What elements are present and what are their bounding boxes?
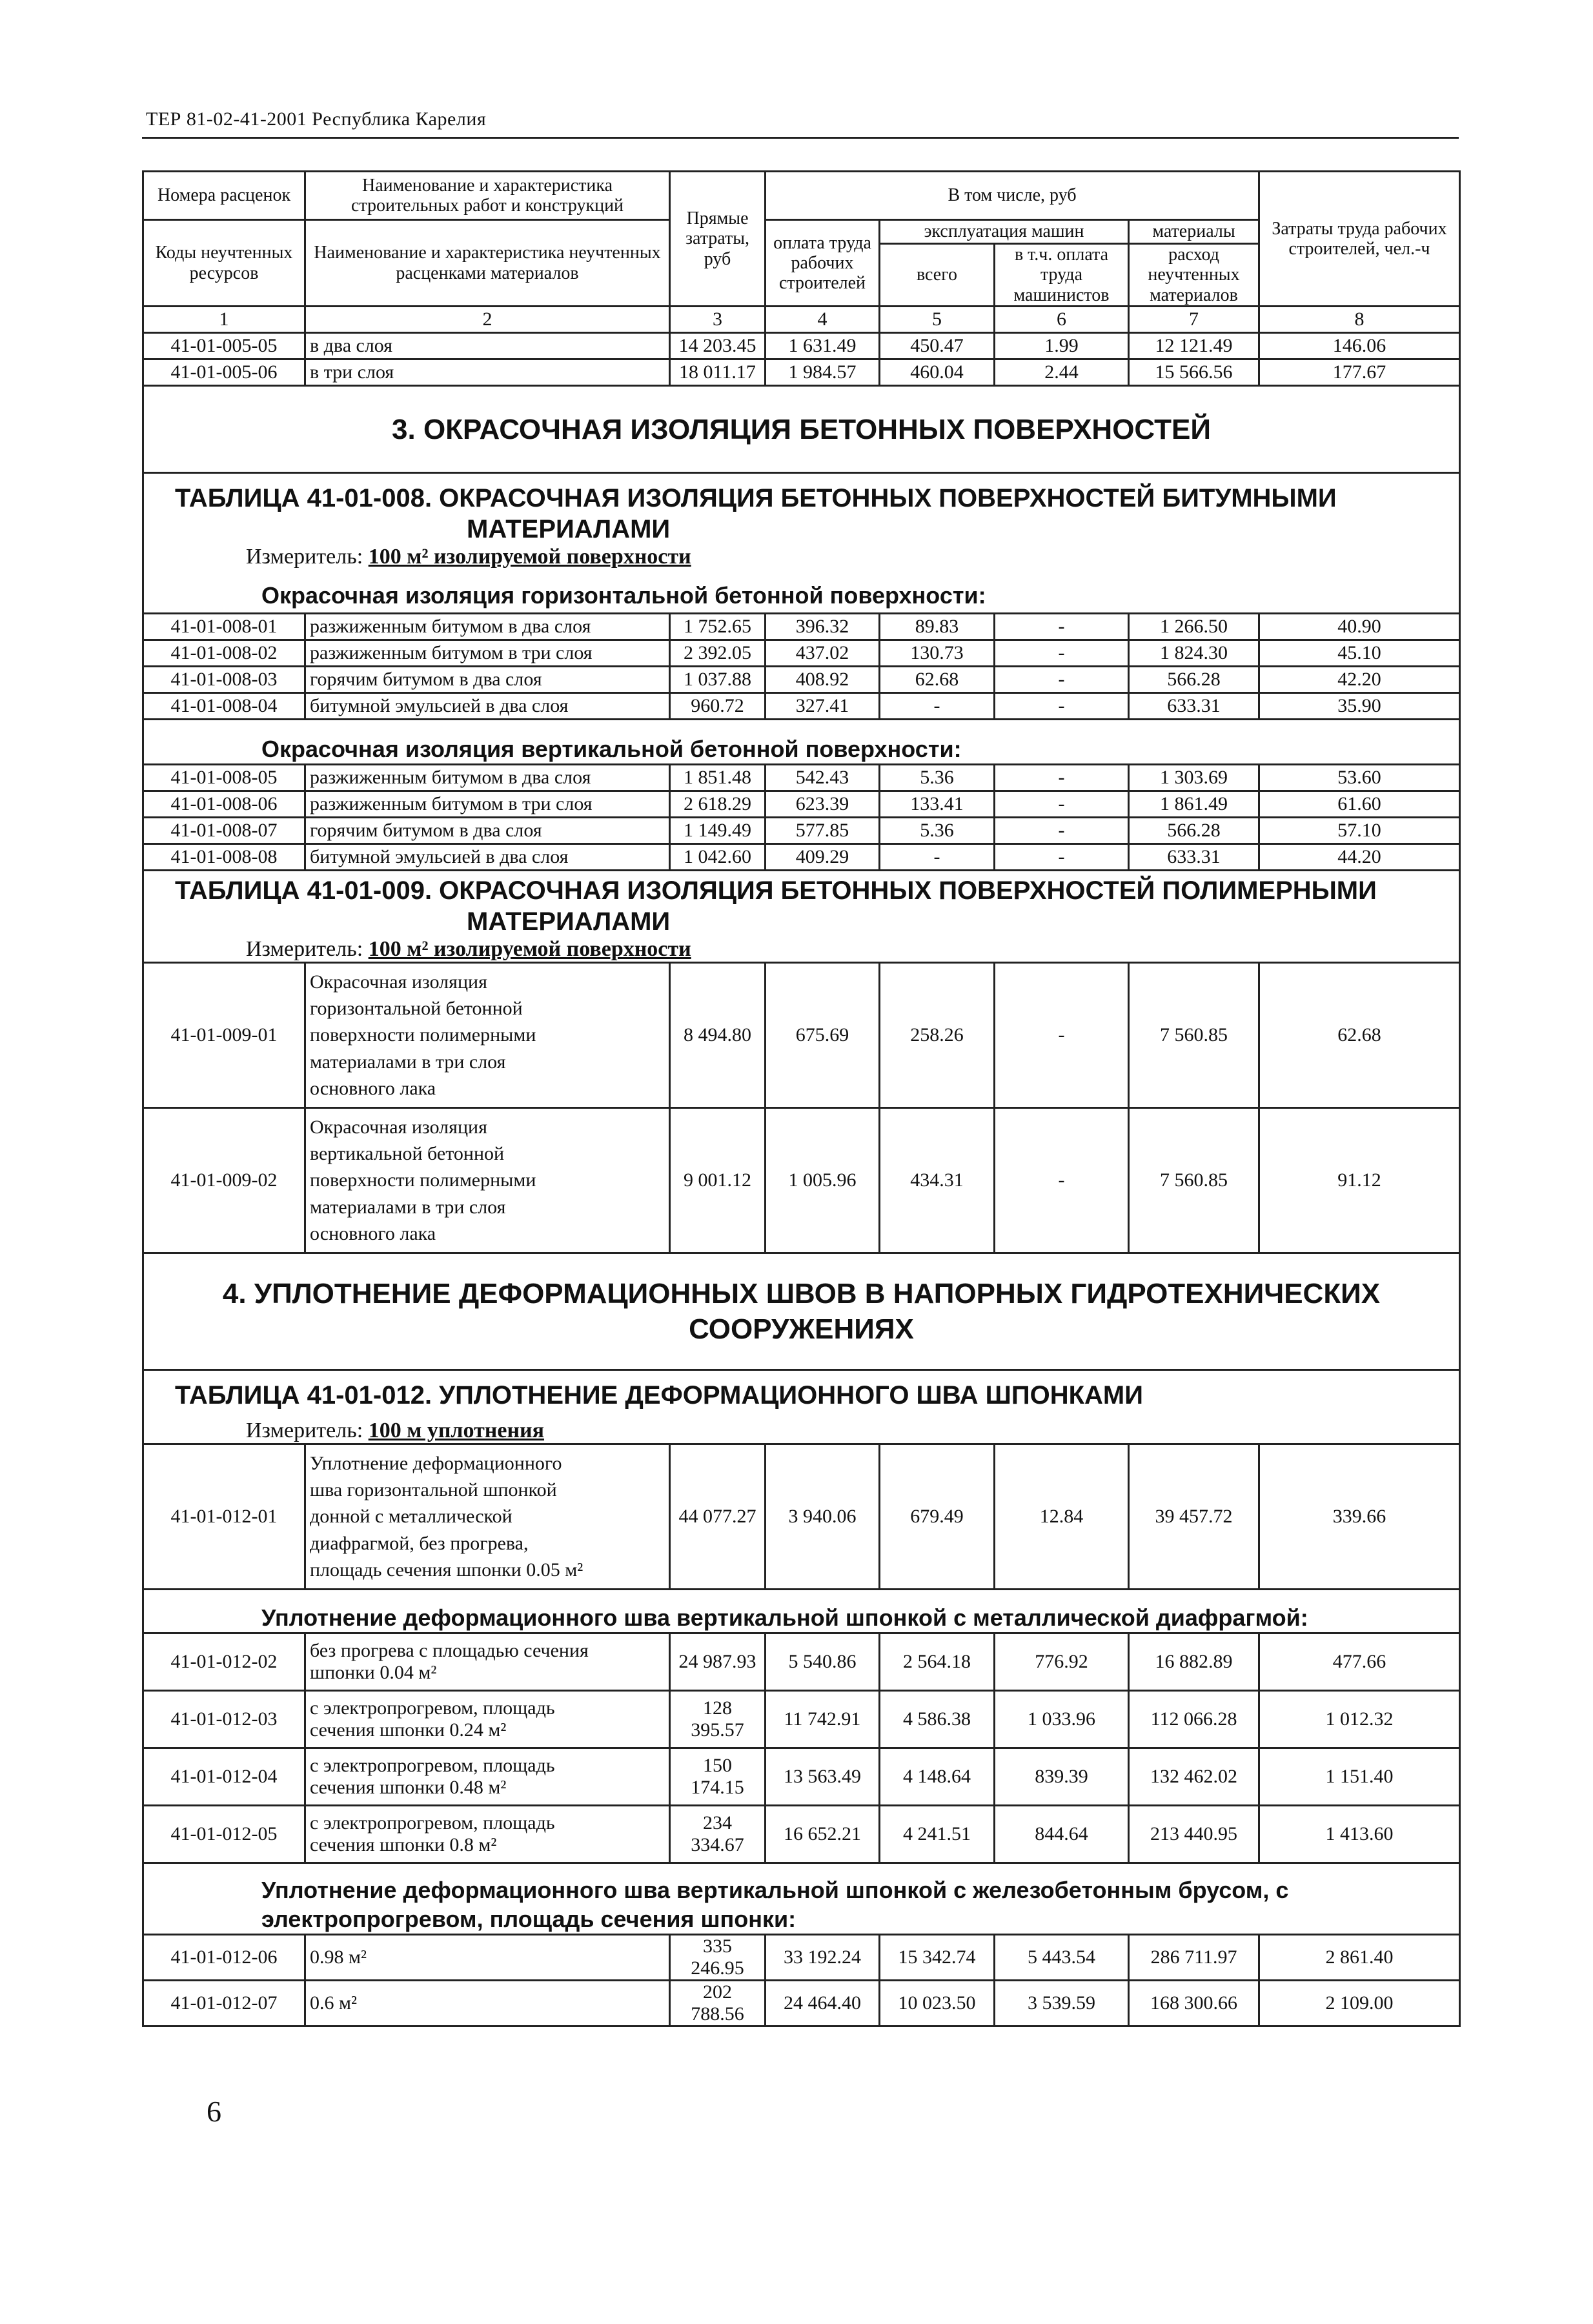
- rate-code: 41-01-008-07: [143, 818, 305, 844]
- labor-hours: 1 413.60: [1259, 1806, 1460, 1863]
- rate-description: Окрасочная изоляция горизонтальной бетонной поверхности полимерными материалами в три слоя основного лака: [305, 963, 670, 1108]
- worker-pay: 327.41: [766, 693, 880, 720]
- labor-hours: 477.66: [1259, 1633, 1460, 1691]
- labor-hours: 2 109.00: [1259, 1981, 1460, 2026]
- col-worker-pay-header: оплата труда рабочих строителей: [766, 220, 880, 307]
- labor-hours: 1 012.32: [1259, 1691, 1460, 1748]
- worker-pay: 675.69: [766, 963, 880, 1108]
- labor-hours: 62.68: [1259, 963, 1460, 1108]
- column-numbers-row: [143, 307, 1460, 333]
- worker-pay: 408.92: [766, 667, 880, 693]
- labor-hours: 91.12: [1259, 1108, 1460, 1253]
- rate-code: 41-01-008-08: [143, 844, 305, 871]
- table-012-meter: Измеритель: 100 м уплотнения: [246, 1419, 545, 1443]
- rate-description: Уплотнение деформационного шва горизонтальной шпонкой донной с металлической диафрагмой, без прогрева, площадь сечения шпонки 0.05 м²: [305, 1444, 670, 1590]
- rate-name: горячим битумом в два слоя: [305, 667, 670, 693]
- labor-hours: 35.90: [1259, 693, 1460, 720]
- direct-costs: 2 392.05: [670, 640, 766, 667]
- labor-hours: 40.90: [1259, 614, 1460, 640]
- table-row: [143, 1444, 1460, 1590]
- direct-costs: 1 149.49: [670, 818, 766, 844]
- table-row: [143, 1691, 1460, 1748]
- rate-name: битумной эмульсией в два слоя: [305, 693, 670, 720]
- material-usage: 1 824.30: [1129, 640, 1259, 667]
- material-usage: 286 711.97: [1129, 1935, 1259, 1981]
- machinist-pay: 1.99: [995, 333, 1129, 359]
- direct-costs: 18 011.17: [670, 359, 766, 386]
- rate-name: разжиженным битумом в три слоя: [305, 791, 670, 818]
- labor-hours: 1 151.40: [1259, 1748, 1460, 1806]
- table-row: [143, 1633, 1460, 1691]
- rate-code: 41-01-012-06: [143, 1935, 305, 1981]
- machinist-pay: -: [995, 765, 1129, 791]
- worker-pay: 16 652.21: [766, 1806, 880, 1863]
- machines-total: 2 564.18: [880, 1633, 995, 1691]
- direct-costs: 150 174.15: [670, 1748, 766, 1806]
- machines-total: 62.68: [880, 667, 995, 693]
- col-codes-header: Номера расценок: [143, 172, 305, 220]
- col-number: 8: [1259, 307, 1460, 333]
- machinist-pay: -: [995, 614, 1129, 640]
- table-row: [143, 359, 1460, 386]
- rate-code: 41-01-009-01: [143, 963, 305, 1108]
- rate-code: 41-01-005-06: [143, 359, 305, 386]
- labor-hours: 61.60: [1259, 791, 1460, 818]
- machines-total: 89.83: [880, 614, 995, 640]
- document-header: ТЕР 81-02-41-2001 Республика Карелия: [146, 108, 487, 130]
- rate-description: с электропрогревом, площадь сечения шпонки 0.8 м²: [305, 1806, 670, 1863]
- table-row: [143, 614, 1460, 640]
- table-008-title-row: [143, 473, 1460, 614]
- worker-pay: 542.43: [766, 765, 880, 791]
- col-number: 2: [305, 307, 670, 333]
- col-number: 7: [1129, 307, 1259, 333]
- rate-code: 41-01-008-01: [143, 614, 305, 640]
- rate-name: битумной эмульсией в два слоя: [305, 844, 670, 871]
- table-008-title: ТАБЛИЦА 41-01-008. ОКРАСОЧНАЯ ИЗОЛЯЦИЯ БЕТОННЫХ ПОВЕРХНОСТЕЙ БИТУМНЫМИ МАТЕРИАЛАМИ: [175, 484, 1337, 544]
- rate-name: разжиженным битумом в два слоя: [305, 614, 670, 640]
- table-row: [143, 1748, 1460, 1806]
- col-number: 3: [670, 307, 766, 333]
- col-including-header: В том числе, руб: [766, 172, 1259, 220]
- rate-code: 41-01-012-03: [143, 1691, 305, 1748]
- machinist-pay: 1 033.96: [995, 1691, 1129, 1748]
- worker-pay: 1 631.49: [766, 333, 880, 359]
- material-usage: 633.31: [1129, 844, 1259, 871]
- direct-costs: 234 334.67: [670, 1806, 766, 1863]
- col-number: 1: [143, 307, 305, 333]
- rate-code: 41-01-008-03: [143, 667, 305, 693]
- labor-hours: 53.60: [1259, 765, 1460, 791]
- worker-pay: 5 540.86: [766, 1633, 880, 1691]
- table-012-subheading-metal: Уплотнение деформационного шва вертикальной шпонкой с металлической диафрагмой:: [261, 1604, 1308, 1632]
- worker-pay: 11 742.91: [766, 1691, 880, 1748]
- rate-code: 41-01-008-05: [143, 765, 305, 791]
- rate-code: 41-01-005-05: [143, 333, 305, 359]
- rate-name: разжиженным битумом в два слоя: [305, 765, 670, 791]
- material-usage: 566.28: [1129, 818, 1259, 844]
- material-usage: 112 066.28: [1129, 1691, 1259, 1748]
- direct-costs: 1 042.60: [670, 844, 766, 871]
- rate-name: горячим битумом в два слоя: [305, 818, 670, 844]
- direct-costs: 44 077.27: [670, 1444, 766, 1590]
- rate-code: 41-01-012-04: [143, 1748, 305, 1806]
- direct-costs: 2 618.29: [670, 791, 766, 818]
- rate-name: в два слоя: [305, 333, 670, 359]
- machines-total: 5.36: [880, 818, 995, 844]
- machines-total: 434.31: [880, 1108, 995, 1253]
- worker-pay: 33 192.24: [766, 1935, 880, 1981]
- table-012-title-row: [143, 1370, 1460, 1444]
- section-4-row: [143, 1253, 1460, 1370]
- labor-hours: 177.67: [1259, 359, 1460, 386]
- col-machinist-pay-header: в т.ч. оплата труда машинистов: [995, 244, 1129, 307]
- machinist-pay: -: [995, 818, 1129, 844]
- table-009-meter: Измеритель: 100 м² изолируемой поверхности: [246, 937, 691, 962]
- worker-pay: 437.02: [766, 640, 880, 667]
- direct-costs: 1 752.65: [670, 614, 766, 640]
- table-row: [143, 333, 1460, 359]
- table-008-subheading-vertical: Окрасочная изоляция вертикальной бетонной поверхности:: [261, 736, 962, 763]
- col-materials-header: материалы: [1129, 220, 1259, 244]
- machines-total: 4 586.38: [880, 1691, 995, 1748]
- section-4-title: 4. УПЛОТНЕНИЕ ДЕФОРМАЦИОННЫХ ШВОВ В НАПОРНЫХ ГИДРОТЕХНИЧЕСКИХ СООРУЖЕНИЯХ: [143, 1253, 1460, 1370]
- direct-costs: 960.72: [670, 693, 766, 720]
- material-usage: 132 462.02: [1129, 1748, 1259, 1806]
- rate-code: 41-01-008-04: [143, 693, 305, 720]
- material-usage: 39 457.72: [1129, 1444, 1259, 1590]
- col-name-header: Наименование и характеристика строительных работ и конструкций: [305, 172, 670, 220]
- rate-code: 41-01-012-01: [143, 1444, 305, 1590]
- rate-code: 41-01-012-07: [143, 1981, 305, 2026]
- worker-pay: 1 984.57: [766, 359, 880, 386]
- machines-total: 4 148.64: [880, 1748, 995, 1806]
- rate-description: с электропрогревом, площадь сечения шпонки 0.48 м²: [305, 1748, 670, 1806]
- direct-costs: 24 987.93: [670, 1633, 766, 1691]
- rate-name: в три слоя: [305, 359, 670, 386]
- table-row: [143, 818, 1460, 844]
- header-rule: [142, 137, 1459, 139]
- direct-costs: 335 246.95: [670, 1935, 766, 1981]
- labor-hours: 339.66: [1259, 1444, 1460, 1590]
- rate-code: 41-01-009-02: [143, 1108, 305, 1253]
- material-usage: 1 303.69: [1129, 765, 1259, 791]
- worker-pay: 13 563.49: [766, 1748, 880, 1806]
- worker-pay: 24 464.40: [766, 1981, 880, 2026]
- machinist-pay: 3 539.59: [995, 1981, 1129, 2026]
- machines-total: 15 342.74: [880, 1935, 995, 1981]
- machinist-pay: -: [995, 693, 1129, 720]
- machinist-pay: 5 443.54: [995, 1935, 1129, 1981]
- table-row: [143, 1806, 1460, 1863]
- rate-code: 41-01-012-05: [143, 1806, 305, 1863]
- table-012-subheading-row: [143, 1863, 1460, 1935]
- machines-total: 450.47: [880, 333, 995, 359]
- direct-costs: 8 494.80: [670, 963, 766, 1108]
- table-012-title: ТАБЛИЦА 41-01-012. УПЛОТНЕНИЕ ДЕФОРМАЦИОННОГО ШВА ШПОНКАМИ: [175, 1381, 1143, 1410]
- rate-code: 41-01-008-02: [143, 640, 305, 667]
- table-row: [143, 791, 1460, 818]
- machines-total: 679.49: [880, 1444, 995, 1590]
- worker-pay: 1 005.96: [766, 1108, 880, 1253]
- col-material-usage-header: расход неучтенных материалов: [1129, 244, 1259, 307]
- labor-hours: 2 861.40: [1259, 1935, 1460, 1981]
- machinist-pay: -: [995, 963, 1129, 1108]
- machinist-pay: -: [995, 667, 1129, 693]
- material-usage: 213 440.95: [1129, 1806, 1259, 1863]
- col-labor-hours-header: Затраты труда рабочих строителей, чел.-ч: [1259, 172, 1460, 307]
- rate-name: разжиженным битумом в три слоя: [305, 640, 670, 667]
- col-machines-header: эксплуатация машин: [880, 220, 1129, 244]
- machines-total: 258.26: [880, 963, 995, 1108]
- worker-pay: 409.29: [766, 844, 880, 871]
- direct-costs: 1 851.48: [670, 765, 766, 791]
- labor-hours: 44.20: [1259, 844, 1460, 871]
- table-row: [143, 1935, 1460, 1981]
- col-number: 5: [880, 307, 995, 333]
- machinist-pay: 2.44: [995, 359, 1129, 386]
- rate-code: 41-01-008-06: [143, 791, 305, 818]
- material-usage: 12 121.49: [1129, 333, 1259, 359]
- table-012-subheading-row: [143, 1590, 1460, 1633]
- table-009-title: ТАБЛИЦА 41-01-009. ОКРАСОЧНАЯ ИЗОЛЯЦИЯ БЕТОННЫХ ПОВЕРХНОСТЕЙ ПОЛИМЕРНЫМИ МАТЕРИАЛАМИ: [175, 876, 1377, 936]
- machinist-pay: -: [995, 640, 1129, 667]
- machines-total: 4 241.51: [880, 1806, 995, 1863]
- material-usage: 16 882.89: [1129, 1633, 1259, 1691]
- labor-hours: 42.20: [1259, 667, 1460, 693]
- table-row: [143, 640, 1460, 667]
- table-row: [143, 667, 1460, 693]
- material-usage: 7 560.85: [1129, 1108, 1259, 1253]
- col-number: 4: [766, 307, 880, 333]
- table-row: [143, 844, 1460, 871]
- col-direct-costs-header: Прямые затраты, руб: [670, 172, 766, 307]
- machines-total: 10 023.50: [880, 1981, 995, 2026]
- worker-pay: 623.39: [766, 791, 880, 818]
- material-usage: 168 300.66: [1129, 1981, 1259, 2026]
- machinist-pay: -: [995, 791, 1129, 818]
- machinist-pay: -: [995, 844, 1129, 871]
- material-usage: 7 560.85: [1129, 963, 1259, 1108]
- worker-pay: 3 940.06: [766, 1444, 880, 1590]
- rate-description: без прогрева с площадью сечения шпонки 0.04 м²: [305, 1633, 670, 1691]
- table-row: [143, 1981, 1460, 2026]
- table-row: [143, 693, 1460, 720]
- worker-pay: 396.32: [766, 614, 880, 640]
- table-008-subheading-row: [143, 720, 1460, 765]
- machines-total: 5.36: [880, 765, 995, 791]
- table-008-subheading-horizontal: Окрасочная изоляция горизонтальной бетонной поверхности:: [261, 582, 986, 609]
- page-number: 6: [207, 2095, 221, 2128]
- col-number: 6: [995, 307, 1129, 333]
- machinist-pay: 839.39: [995, 1748, 1129, 1806]
- direct-costs: 9 001.12: [670, 1108, 766, 1253]
- material-usage: 1 266.50: [1129, 614, 1259, 640]
- machinist-pay: 776.92: [995, 1633, 1129, 1691]
- material-usage: 633.31: [1129, 693, 1259, 720]
- table-009-title-row: [143, 871, 1460, 963]
- rate-description: с электропрогревом, площадь сечения шпонки 0.24 м²: [305, 1691, 670, 1748]
- material-usage: 566.28: [1129, 667, 1259, 693]
- col-resource-codes-header: Коды неучтенных ресурсов: [143, 220, 305, 307]
- labor-hours: 146.06: [1259, 333, 1460, 359]
- machines-total: -: [880, 844, 995, 871]
- table-row: [143, 1108, 1460, 1253]
- rate-name: 0.6 м²: [305, 1981, 670, 2026]
- direct-costs: 128 395.57: [670, 1691, 766, 1748]
- section-3-row: [143, 386, 1460, 473]
- header-row-1: [143, 172, 1460, 220]
- rates-table: [142, 170, 1461, 2027]
- rate-name: 0.98 м²: [305, 1935, 670, 1981]
- col-machines-total-header: всего: [880, 244, 995, 307]
- table-008-meter: Измеритель: 100 м² изолируемой поверхности: [246, 545, 691, 569]
- rate-code: 41-01-012-02: [143, 1633, 305, 1691]
- rate-description: Окрасочная изоляция вертикальной бетонной поверхности полимерными материалами в три слоя основного лака: [305, 1108, 670, 1253]
- direct-costs: 202 788.56: [670, 1981, 766, 2026]
- direct-costs: 14 203.45: [670, 333, 766, 359]
- labor-hours: 57.10: [1259, 818, 1460, 844]
- table-012-subheading-concrete: Уплотнение деформационного шва вертикальной шпонкой с железобетонным брусом, с электропрогревом, площадь сечения шпонки:: [261, 1877, 1289, 1933]
- labor-hours: 45.10: [1259, 640, 1460, 667]
- machinist-pay: -: [995, 1108, 1129, 1253]
- machinist-pay: 12.84: [995, 1444, 1129, 1590]
- table-row: [143, 963, 1460, 1108]
- machines-total: -: [880, 693, 995, 720]
- machinist-pay: 844.64: [995, 1806, 1129, 1863]
- machines-total: 130.73: [880, 640, 995, 667]
- direct-costs: 1 037.88: [670, 667, 766, 693]
- material-usage: 15 566.56: [1129, 359, 1259, 386]
- material-usage: 1 861.49: [1129, 791, 1259, 818]
- table-row: [143, 765, 1460, 791]
- section-3-title: 3. ОКРАСОЧНАЯ ИЗОЛЯЦИЯ БЕТОННЫХ ПОВЕРХНОСТЕЙ: [143, 386, 1460, 473]
- machines-total: 133.41: [880, 791, 995, 818]
- col-materials-name-header: Наименование и характеристика неучтенных расценками материалов: [305, 220, 670, 307]
- machines-total: 460.04: [880, 359, 995, 386]
- worker-pay: 577.85: [766, 818, 880, 844]
